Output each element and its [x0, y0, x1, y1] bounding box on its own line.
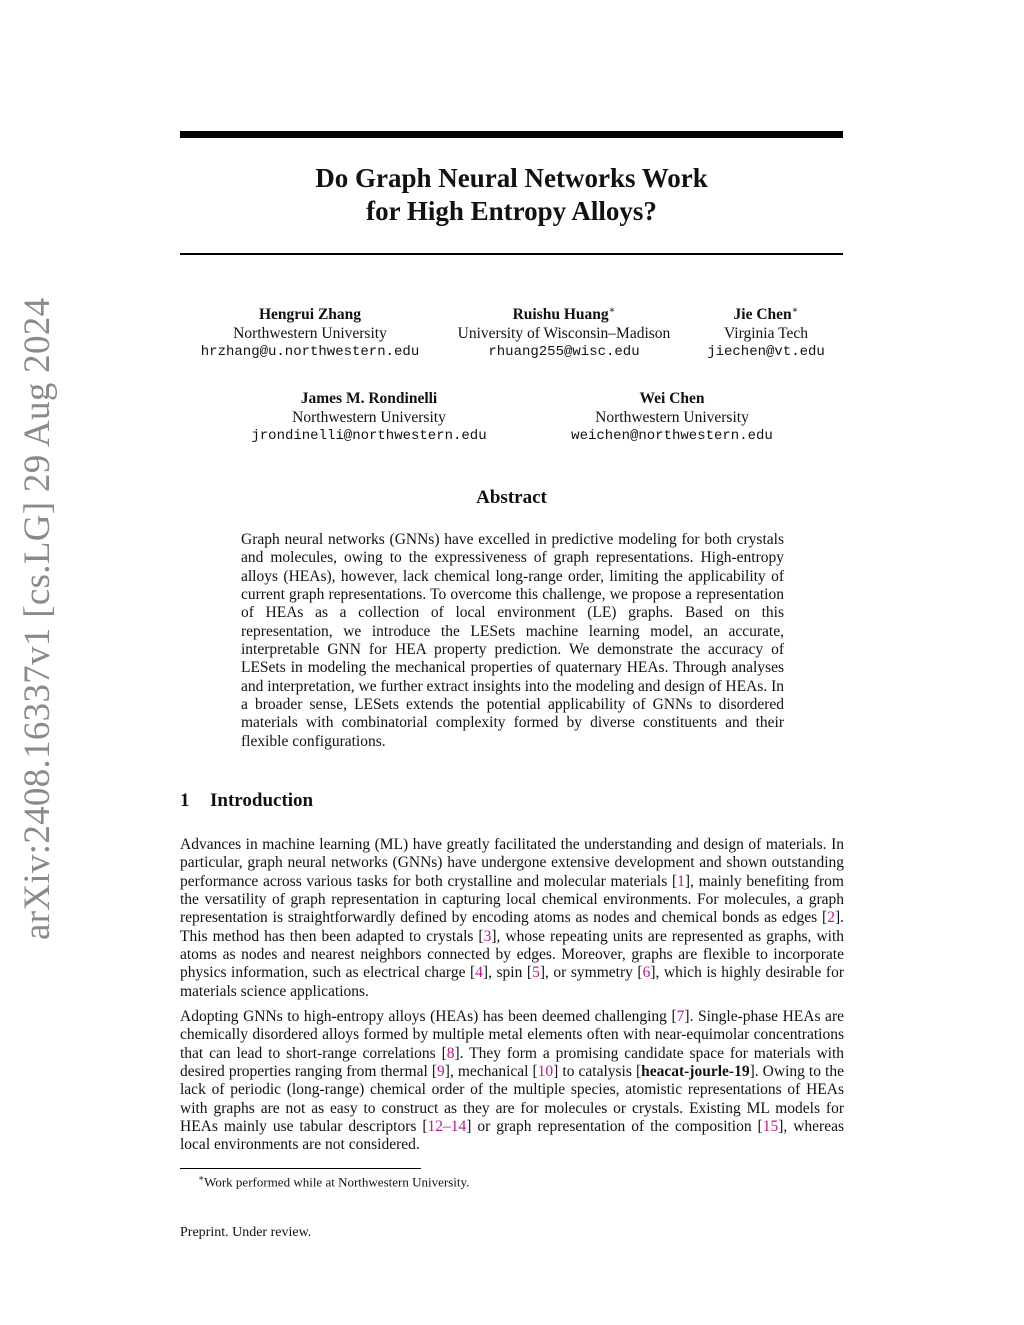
author-email[interactable]: jiechen@vt.edu	[707, 344, 825, 361]
footnote-mark: ∗	[198, 1173, 205, 1183]
citation-link[interactable]: 7	[676, 1008, 685, 1025]
citation-link[interactable]: 5	[532, 964, 540, 982]
paragraph-text: ] to catalysis [	[553, 1063, 642, 1081]
paragraph-text: ], whereas local environments are not considered.	[180, 1118, 844, 1154]
paragraph-text: ], spin [	[482, 964, 533, 982]
author-email[interactable]: hrzhang@u.northwestern.edu	[200, 344, 420, 361]
paragraph-text: Adopting GNNs to high-entropy alloys (HEAs) has been deemed challenging [	[180, 1008, 677, 1025]
paragraph-text: ] or graph representation of the composition [	[466, 1118, 763, 1136]
citation-range-dash: –	[443, 1118, 451, 1136]
citation-link[interactable]: 4	[475, 964, 483, 982]
paragraph-text: ]. This method has then been adapted to crystals [	[180, 909, 844, 945]
paragraph-text: ]. Single-phase HEAs are chemically disordered alloys formed by multiple metal elements often with near-equimolar concentrations that can lead to short-range correlations [	[180, 1008, 844, 1062]
citation-link[interactable]: 10	[537, 1063, 554, 1081]
author-affiliation: Virginia Tech	[724, 325, 808, 343]
citation-link[interactable]: 3	[483, 927, 492, 945]
paragraph-text: ], which is highly desirable for materials science applications.	[180, 964, 844, 1000]
unresolved-reference: heacat-jourle-19	[641, 1063, 750, 1081]
author-affiliation: Northwestern University	[233, 325, 387, 343]
paragraph-text: ]. Owing to the lack of periodic (long-range) chemical order of the multiple species, atomistic representations of HEAs with graphs are not as easy to construct as they are for molecules or crystals. Existing ML models for HEAs mainly use tabular descriptors [	[180, 1063, 844, 1136]
citation-link[interactable]: 1	[677, 872, 685, 890]
section-heading	[180, 790, 313, 812]
author-name: Hengrui Zhang	[258, 306, 362, 324]
author-email[interactable]: jrondinelli@northwestern.edu	[251, 428, 487, 445]
preprint-notice: Preprint. Under review.	[180, 1225, 312, 1240]
citation-link[interactable]: 12	[427, 1118, 444, 1136]
footnote-rule	[180, 1168, 421, 1169]
author-affiliation: Northwestern University	[292, 409, 446, 427]
citation-link[interactable]: 6	[642, 964, 651, 982]
citation-link[interactable]: 9	[437, 1063, 445, 1081]
abstract-text: Graph neural networks (GNNs) have excelled in predictive modeling for both crystals and molecules, owing to the expressiveness of graph representations. High-entropy alloys (HEAs), however, lack chemical long-range order, limiting the applicability of current graph representations. To overcome this challenge, we propose a representation of HEAs as a collection of local environment (LE) graphs. Based on this representation, we introduce the LESets machine learning model, an accurate, interpretable GNN for HEA property prediction. We demonstrate the accuracy of LESets in modeling the mechanical properties of quaternary HEAs. Through analyses and interpretation, we further extract insights into the modeling and design of HEAs. In a broader sense, LESets extends the potential applicability of GNNs to disordered materials with combinatorial complexity formed by diverse constituents and their flexible configurations.	[241, 531, 784, 750]
citation-link[interactable]: 15	[762, 1118, 779, 1136]
arxiv-identifier-stamp: arXiv:2408.16337v1 [cs.LG] 29 Aug 2024	[17, 297, 58, 940]
intro-paragraph-2	[180, 1008, 844, 1155]
paper-title	[180, 162, 843, 228]
paragraph-text: ], mechanical [	[444, 1063, 538, 1081]
title-line-1: Do Graph Neural Networks Work	[315, 163, 708, 193]
author-name: Ruishu Huang	[512, 306, 609, 324]
footnote-text: Work performed while at Northwestern University.	[204, 1174, 470, 1190]
author-email[interactable]: weichen@northwestern.edu	[571, 428, 773, 445]
section-number: 1	[180, 790, 190, 811]
title-line-2: for High Entropy Alloys?	[366, 196, 657, 226]
author-footnote-mark: ∗	[791, 305, 799, 316]
author-email[interactable]: rhuang255@wisc.edu	[488, 344, 640, 361]
title-top-rule	[180, 131, 843, 138]
author-name: Jie Chen	[733, 306, 792, 324]
author-block	[512, 385, 832, 446]
author-affiliation: University of Wisconsin–Madison	[457, 325, 671, 343]
paragraph-text: ], whose repeating units are represented as graphs, with atoms as nodes and nearest neighbors connected by edges. Moreover, graphs are flexible to incorporate physics information, such as electrical charge [	[180, 927, 845, 982]
paragraph-text: ], mainly benefiting from the versatility of graph representation in capturing local chemical environments. For molecules, a graph representation is straightforwardly defined by encoding atoms as nodes and chemical bonds as edges [	[180, 872, 844, 927]
title-bottom-rule	[180, 253, 843, 255]
citation-link[interactable]: 14	[450, 1118, 467, 1136]
paragraph-text: ], or symmetry [	[539, 964, 643, 982]
citation-link[interactable]: 2	[827, 909, 835, 927]
paragraph-text: ]. They form a promising candidate space for materials with desired properties ranging from thermal [	[180, 1044, 845, 1081]
abstract-heading: Abstract	[476, 487, 547, 508]
section-title: Introduction	[210, 790, 314, 811]
author-block	[209, 385, 529, 446]
author-affiliation: Northwestern University	[595, 409, 749, 427]
author-footnote-mark: ∗	[608, 305, 616, 316]
paragraph-text: Advances in machine learning (ML) have greatly facilitated the understanding and design of materials. In particular, graph neural networks (GNNs) have undergone extensive development and shown outstanding performance across various tasks for both crystalline and molecular materials [	[180, 836, 844, 890]
citation-link[interactable]: 8	[446, 1044, 455, 1062]
intro-paragraph-1	[180, 836, 844, 1001]
author-name: James M. Rondinelli	[300, 390, 438, 408]
footnote	[198, 1173, 469, 1190]
author-block	[606, 301, 926, 362]
author-name: Wei Chen	[639, 390, 705, 408]
